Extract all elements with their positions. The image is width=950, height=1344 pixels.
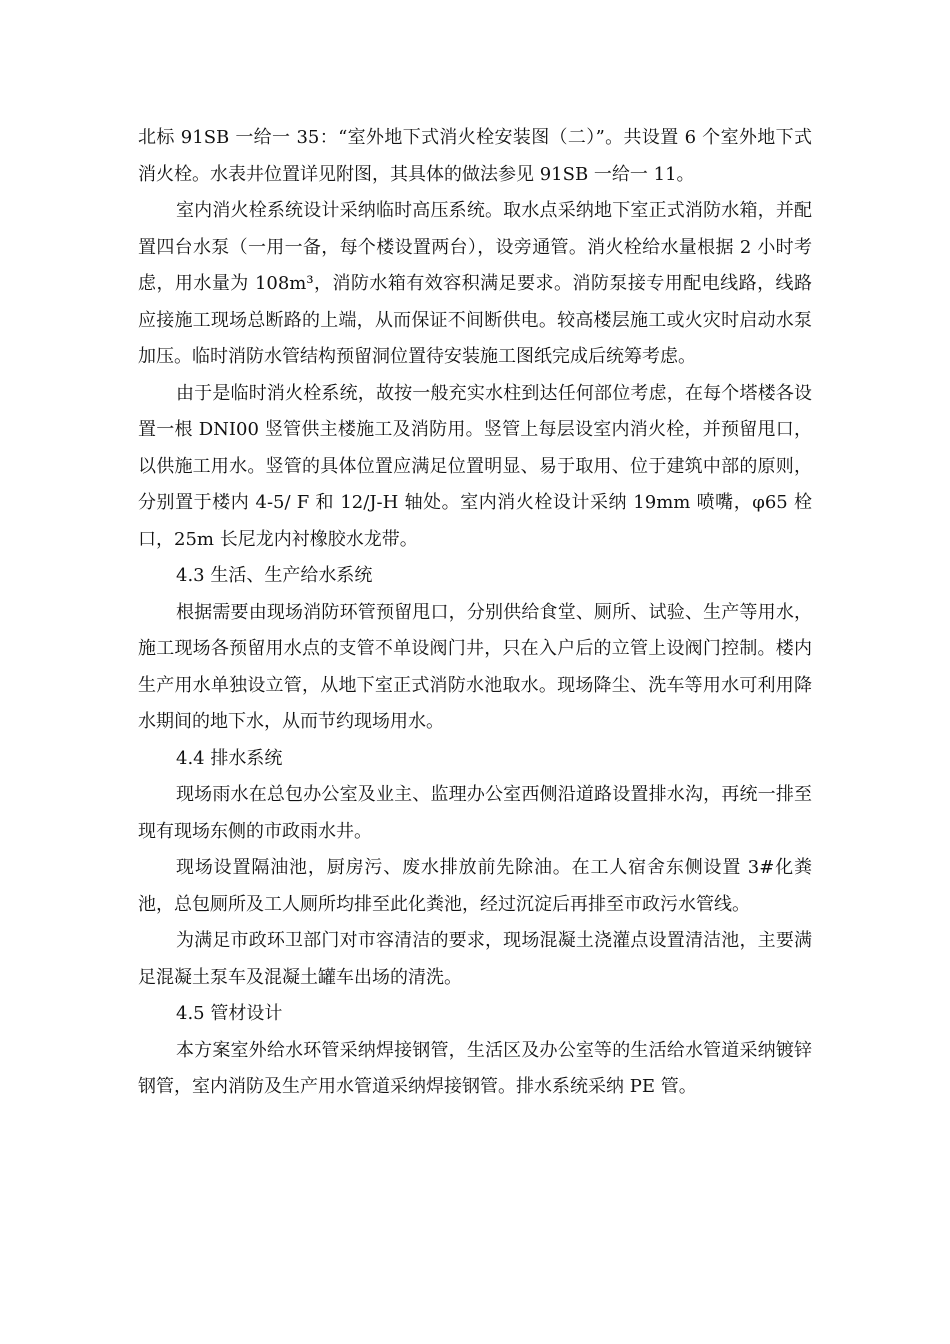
paragraph-temporary-hydrant: 由于是临时消火栓系统，故按一般充实水柱到达任何部位考虑，在每个塔楼各设置一根 DNI00 竖管供主楼施工及消防用。竖管上每层设室内消火栓，并预留甩口，以供施工用水。竖管的具体位置应满足位置明显、易于取用、位于建筑中部的原则，分别置于楼内 4-5/ F 和 12/J-H 轴处。室内消火栓设计采纳 19mm 喷嘴，φ65 栓口，25m 长尼龙内衬橡胶水龙带。: [138, 382, 812, 550]
paragraph-indoor-hydrant-system: 室内消火栓系统设计采纳临时高压系统。取水点采纳地下室正式消防水箱，并配置四台水泵（一用一备，每个楼设置两台），设旁通管。消火栓给水量根据 2 小时考虑，用水量为 108m³，消防水箱有效容积满足要求。消防泵接专用配电线路，线路应接施工现场总断路的上端，从而保证不间断供电。较高楼层施工或火灾时启动水泵加压。临时消防水管结构预留洞位置待安装施工图纸完成后统筹考虑。: [138, 200, 812, 367]
paragraph-hydrant-standard: 北标 91SB 一给一 35：“室外地下式消火栓安装图（二）”。共设置 6 个室外地下式消火栓。水表井位置详见附图，其具体的做法参见 91SB 一给一 11。: [138, 127, 812, 185]
section-heading-4-5: 4.5 管材设计: [176, 1003, 283, 1024]
section-heading-4-3: 4.3 生活、生产给水系统: [176, 565, 373, 586]
paragraph-cleaning-pool: 为满足市政环卫部门对市容清洁的要求，现场混凝土浇灌点设置清洁池，主要满足混凝土泵车及混凝土罐车出场的清洗。: [138, 930, 812, 988]
paragraph-grease-trap: 现场设置隔油池，厨房污、废水排放前先除油。在工人宿舍东侧设置 3#化粪池，总包厕所及工人厕所均排至此化粪池，经过沉淀后再排至市政污水管线。: [138, 857, 812, 915]
paragraph-water-supply: 根据需要由现场消防环管预留甩口，分别供给食堂、厕所、试验、生产等用水，施工现场各预留用水点的支管不单设阀门井，只在入户后的立管上设阀门控制。楼内生产用水单独设立管，从地下室正式消防水池取水。现场降尘、洗车等用水可利用降水期间的地下水，从而节约现场用水。: [138, 601, 812, 732]
paragraph-pipe-materials: 本方案室外给水环管采纳焊接钢管，生活区及办公室等的生活给水管道采纳镀锌钢管，室内消防及生产用水管道采纳焊接钢管。排水系统采纳 PE 管。: [138, 1039, 812, 1097]
document-body: [138, 120, 812, 1106]
paragraph-rainwater: 现场雨水在总包办公室及业主、监理办公室西侧沿道路设置排水沟，再统一排至现有现场东侧的市政雨水井。: [138, 784, 812, 842]
section-heading-4-4: 4.4 排水系统: [176, 747, 283, 769]
